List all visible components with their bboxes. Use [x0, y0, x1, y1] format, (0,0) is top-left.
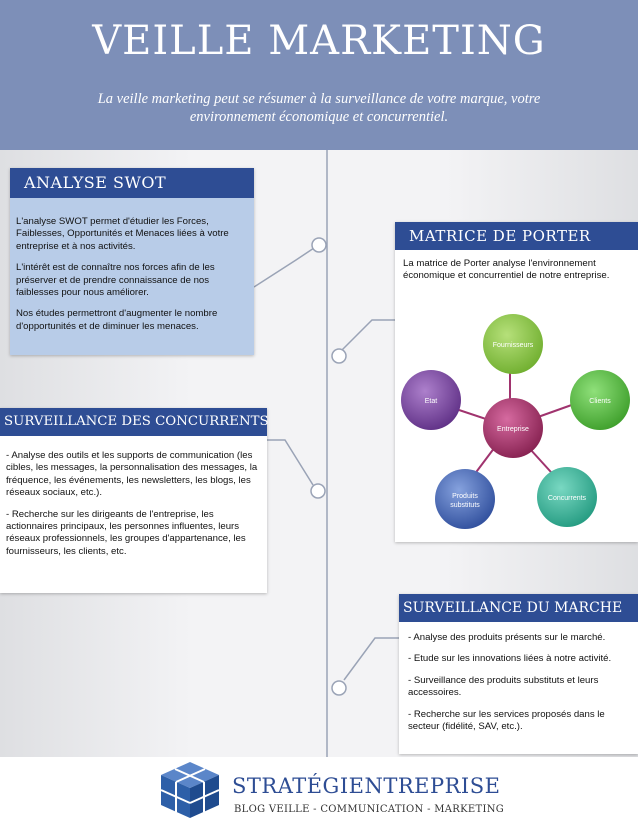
node-label-fournisseurs: Fournisseurs — [492, 342, 534, 349]
swot-body — [16, 216, 250, 342]
swot-title: ANALYSE SWOT — [10, 168, 254, 198]
logo-tagline: BLOG VEILLE - COMMUNICATION - MARKETING — [234, 804, 505, 815]
marche-paragraph: - Recherche sur les services proposés dans le secteur (fidélité, SAV, etc.). — [408, 708, 605, 733]
swot-paragraph: Nos études permettront d'augmenter le nombre d'opportunités et de diminuer les menaces. — [16, 308, 218, 332]
concurrents-paragraph: - Recherche sur les dirigeants de l'entreprise, les actionnaires principaux, les personnes influentes, leurs réseaux professionnels, les groupes d'appartenance, les fournisseurs, les clients, etc. — [6, 508, 246, 557]
swot-connector — [254, 248, 314, 287]
marche-card — [399, 594, 638, 754]
concurrents-title: SURVEILLANCE DES CONCURRENTS — [0, 408, 267, 436]
concurrents-card — [0, 408, 267, 593]
concurrents-paragraph: - Analyse des outils et les supports de communication (les cibles, les messages, la personnalisation des messages, la fréquence, les événements, les newsletters, les blogs, les réseaux sociaux, etc.). — [6, 450, 258, 499]
porter-node-circle — [332, 349, 346, 363]
marche-node-circle — [332, 681, 346, 695]
node-label-etat: Etat — [424, 398, 438, 405]
marche-body — [408, 632, 634, 742]
page-title: VEILLE MARKETING — [92, 18, 546, 64]
porter-diagram — [395, 312, 638, 537]
node-label-substituts: substituts — [450, 502, 480, 509]
node-label-concurrents: Concurrents — [547, 495, 587, 502]
marche-paragraph: - Analyse des produits présents sur le marché. — [408, 632, 606, 643]
concurrents-node-circle — [311, 484, 325, 498]
porter-card — [395, 222, 638, 542]
page-subtitle: La veille marketing peut se résumer à la surveillance de votre marque, votre environnement économique et concurrentiel. — [97, 91, 541, 125]
swot-paragraph: L'intérêt est de connaître nos forces afin de les préserver et de prendre connaissance de nos faiblesses pour nous améliorer. — [16, 262, 215, 299]
swot-node-circle — [312, 238, 326, 252]
marche-title: SURVEILLANCE DU MARCHE — [399, 594, 638, 622]
porter-text: La matrice de Porter analyse l'environnement économique et concurrentiel de notre entreprise. — [403, 258, 610, 282]
porter-title: MATRICE DE PORTER — [395, 222, 638, 250]
logo-text: STRATÉGIENTREPRISE — [232, 774, 501, 798]
swot-card — [10, 168, 254, 355]
marche-paragraph: - Surveillance des produits substituts et leurs accessoires. — [408, 674, 599, 699]
swot-paragraph: L'analyse SWOT permet d'étudier les Forces, Faiblesses, Opportunités et Menaces liées à votre entreprise et à nos activités. — [16, 216, 229, 252]
marche-paragraph: - Etude sur les innovations liées à notre activité. — [408, 653, 612, 665]
logo-cube-icon — [155, 758, 225, 820]
marche-connector — [344, 638, 399, 680]
node-label-produits: Produits — [452, 493, 478, 500]
concurrents-connector — [267, 440, 313, 485]
porter-connector — [342, 320, 395, 350]
concurrents-body — [6, 450, 260, 567]
node-label-entreprise: Entreprise — [497, 426, 529, 433]
node-label-clients: Clients — [589, 398, 611, 405]
